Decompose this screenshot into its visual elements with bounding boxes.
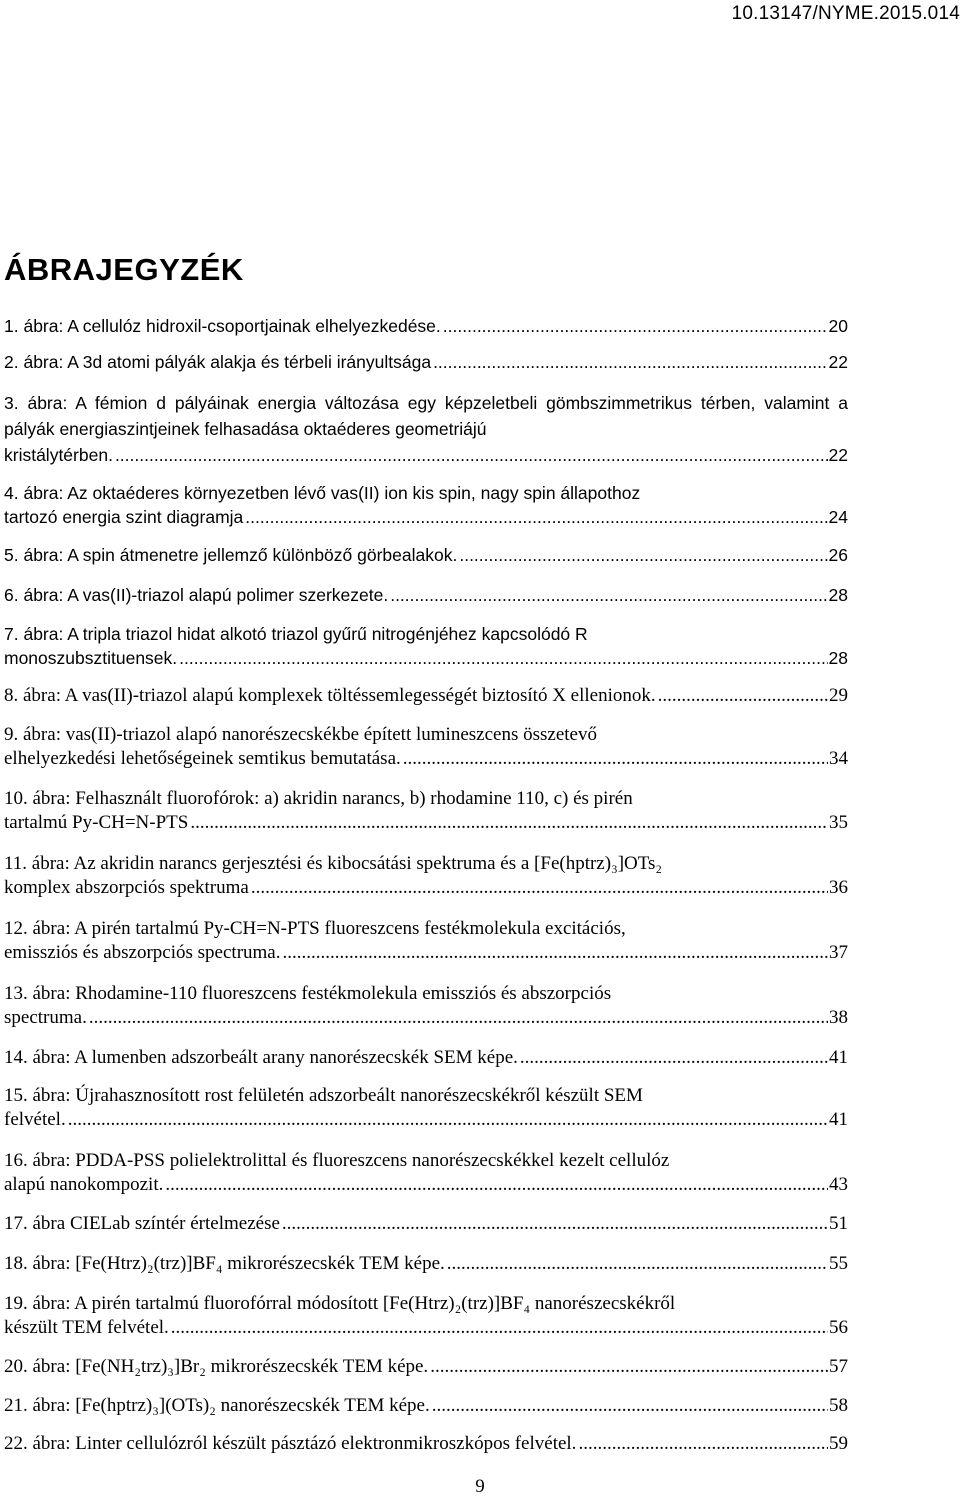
toc-entry-4[interactable]: 4. ábra: Az oktaéderes környezetben lévő vas(II) ion kis spin, nagy spin állapothoz tartozó energia szint diagramja ..... 24 [4, 481, 848, 529]
toc-page-number: 34 [829, 748, 848, 769]
toc-entry-8[interactable]: 8. ábra: A vas(II)-triazol alapú komplexek töltéssemlegességét biztosító X ellenionok. ..... 29 [4, 684, 848, 708]
toc-page-number: 57 [829, 1356, 848, 1377]
toc-page-number: 20 [828, 316, 848, 336]
doi-header: 10.13147/NYME.2015.014 [731, 3, 960, 24]
toc-entry-22[interactable]: 22. ábra: Linter cellulózról készült pásztázó elektronmikroszkópos felvétel. ..... 59 [4, 1432, 848, 1456]
toc-entry-21[interactable]: 21. ábra: [Fe(hptrz)₃](OTs)₂ nanorészecskék TEM képe. ..... 58 [4, 1394, 848, 1418]
toc-entry-17[interactable]: 17. ábra CIELab színtér értelmezése ..... 51 [4, 1212, 848, 1236]
toc-page-number: 41 [829, 1047, 848, 1068]
toc-page-number: 51 [829, 1213, 848, 1234]
toc-entry-2[interactable]: 2. ábra: A 3d atomi pályák alakja és térbeli irányultsága ..... 22 [4, 350, 848, 374]
toc-entry-11[interactable]: 11. ábra: Az akridin narancs gerjesztési és kibocsátási spektruma és a [Fe(hptrz)₃]OTs₂ komplex abszorpciós spektruma ..... 36 [4, 852, 848, 900]
toc-entry-13[interactable]: 13. ábra: Rhodamine-110 fluoreszcens festékmolekula emissziós és abszorpciós spectruma. ..... 38 [4, 982, 848, 1030]
toc-page-number: 58 [829, 1395, 848, 1416]
toc-page-number: 43 [829, 1174, 848, 1195]
toc-entry-15[interactable]: 15. ábra: Újrahasznosított rost felületén adszorbeált nanorészecskékről készült SEM felvétel. ..... 41 [4, 1084, 848, 1132]
page-title: ÁBRAJEGYZÉK [4, 252, 244, 287]
toc-page-number: 29 [829, 685, 848, 706]
toc-page-number: 22 [828, 445, 848, 465]
toc-entry-20[interactable]: 20. ábra: [Fe(NH₂trz)₃]Br₂ mikrorészecskék TEM képe. ..... 57 [4, 1355, 848, 1379]
toc-entry-18[interactable]: 18. ábra: [Fe(Htrz)₂(trz)]BF₄ mikrorészecskék TEM képe. ..... 55 [4, 1252, 848, 1276]
toc-page-number: 35 [829, 812, 848, 833]
toc-entry-14[interactable]: 14. ábra: A lumenben adszorbeált arany nanorészecskék SEM képe. ..... 41 [4, 1046, 848, 1070]
toc-page-number: 56 [829, 1317, 848, 1338]
toc-entry-7[interactable]: 7. ábra: A tripla triazol hidat alkotó triazol gyűrű nitrogénjéhez kapcsolódó R monoszubsztituensek. ..... 28 [4, 622, 848, 670]
toc-page-number: 28 [828, 648, 848, 668]
toc-page-number: 22 [828, 352, 848, 372]
toc-entry-9[interactable]: 9. ábra: vas(II)-triazol alapó nanorészecskékbe épített lumineszcens összetevő elhelyezkedési lehetőségeinek semtikus bemutatása. ..... 34 [4, 723, 848, 771]
toc-entry-16[interactable]: 16. ábra: PDDA-PSS polielektrolittal és fluoreszcens nanorészecskékkel kezelt cellulóz alapú nanokompozit. ..... 43 [4, 1149, 848, 1197]
toc-entry-19[interactable]: 19. ábra: A pirén tartalmú fluorofórral módosított [Fe(Htrz)₂(trz)]BF₄ nanorészecskékről készült TEM felvétel. ..... 56 [4, 1292, 848, 1340]
toc-page-number: 59 [829, 1433, 848, 1454]
toc-page-number: 26 [828, 545, 848, 565]
toc-entry-1[interactable]: 1. ábra: A cellulóz hidroxil-csoportjainak elhelyezkedése. ..... 20 [4, 314, 848, 338]
toc-entry-12[interactable]: 12. ábra: A pirén tartalmú Py-CH=N-PTS fluoreszcens festékmolekula excitációs, emissziós és abszorpciós spectruma. ..... 37 [4, 917, 848, 965]
toc-page-number: 55 [829, 1253, 848, 1274]
toc-entry-5[interactable]: 5. ábra: A spin átmenetre jellemző különböző görbealakok. ..... 26 [4, 543, 848, 567]
toc-entry-6[interactable]: 6. ábra: A vas(II)-triazol alapú polimer szerkezete. ..... 28 [4, 583, 848, 607]
page-number: 9 [475, 1476, 485, 1497]
toc-page-number: 37 [829, 942, 848, 963]
toc-page-number: 38 [829, 1007, 848, 1028]
toc-page-number: 36 [829, 877, 848, 898]
toc-page-number: 24 [828, 507, 848, 527]
toc-entry-10[interactable]: 10. ábra: Felhasznált fluorofórok: a) akridin narancs, b) rhodamine 110, c) és pirén tartalmú Py-CH=N-PTS ..... 35 [4, 787, 848, 835]
toc-page-number: 41 [829, 1109, 848, 1130]
toc-page-number: 28 [828, 585, 848, 605]
toc-entry-3[interactable]: 3. ábra: A fémion d pályáinak energia változása egy képzeletbeli gömbszimmetrikus térben, valamint a pályák energiaszintjeinek felhasadása oktaéderes geometriájú kristálytérben. ..... 22 [4, 390, 848, 468]
